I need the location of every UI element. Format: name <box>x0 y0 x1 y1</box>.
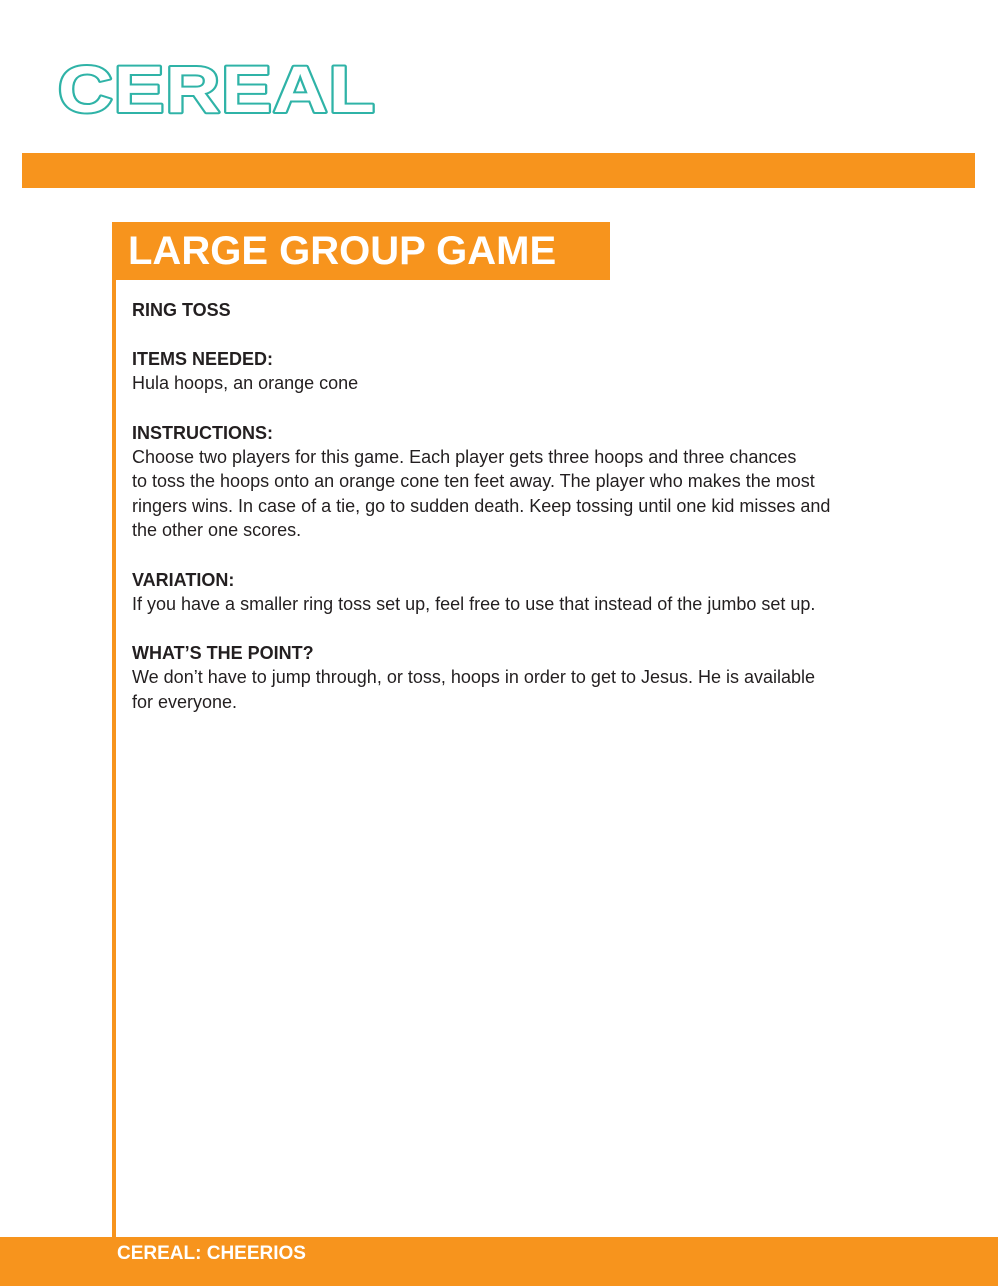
items-needed-section <box>132 347 907 396</box>
items-needed-heading: ITEMS NEEDED: <box>132 349 274 369</box>
variation-section <box>132 568 907 617</box>
point-line: We don’t have to jump through, or toss, hoops in order to get to Jesus. He is available <box>132 667 816 687</box>
footer-band <box>0 1237 998 1286</box>
title-banner <box>112 222 610 280</box>
logo-wordmark: CEREAL <box>58 52 376 124</box>
variation-text: If you have a smaller ring toss set up, feel free to use that instead of the jumbo set up. <box>132 593 816 614</box>
point-line: for everyone. <box>132 691 238 712</box>
variation-heading: VARIATION: <box>132 569 235 590</box>
instructions-line: Choose two players for this game. Each player gets three hoops and three chances <box>132 446 797 467</box>
game-content <box>132 298 907 739</box>
instructions-line: to toss the hoops onto an orange cone ten feet away. The player who makes the most <box>132 471 815 491</box>
instructions-line: the other one scores. <box>132 520 302 540</box>
instructions-line: ringers wins. In case of a tie, go to sudden death. Keep tossing until one kid misses and <box>132 495 831 516</box>
footer-label: CEREAL: CHEERIOS <box>117 1243 306 1264</box>
game-name: RING TOSS <box>132 300 231 320</box>
instructions-section <box>132 421 907 543</box>
instructions-text <box>132 445 907 543</box>
cereal-logo <box>54 52 384 124</box>
page-title: LARGE GROUP GAME <box>128 229 557 273</box>
point-heading: WHAT’S THE POINT? <box>132 643 314 663</box>
point-section <box>132 641 907 714</box>
items-needed-text: Hula hoops, an orange cone <box>132 373 359 393</box>
left-margin-rule <box>112 222 116 1238</box>
instructions-heading: INSTRUCTIONS: <box>132 422 273 443</box>
header-band <box>22 153 975 188</box>
point-text <box>132 665 907 714</box>
